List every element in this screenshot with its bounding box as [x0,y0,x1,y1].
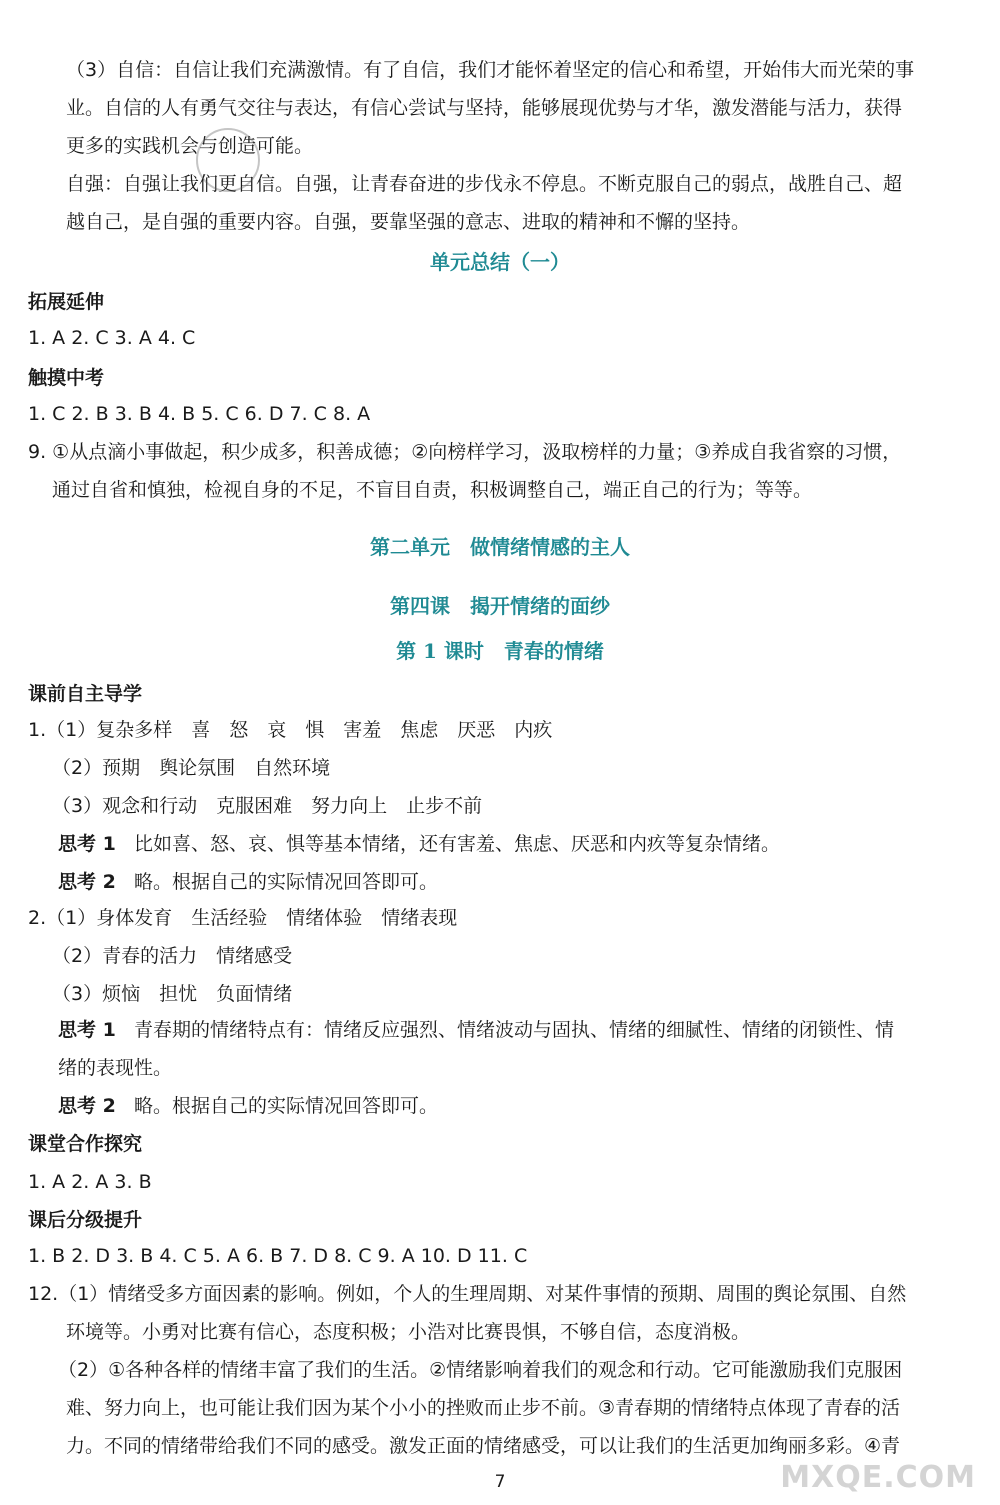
section-heading: 触摸中考 [28,367,105,389]
text-line: 1. A 2. C 3. A 4. C [28,327,196,349]
text-line: 越自己，是自强的重要内容。自强，要靠坚强的意志、进取的精神和不懈的坚持。 [66,211,751,233]
unit-heading: 第 1 课时 青春的情绪 [396,639,604,663]
text-line: 绪的表现性。 [58,1057,173,1079]
unit-heading: 第二单元 做情绪情感的主人 [370,535,630,559]
text-line: 1. A 2. A 3. B [28,1171,152,1193]
text-line: 9. ①从点滴小事做起，积少成多，积善成德；②向榜样学习，汲取榜样的力量；③养成自我省察的习惯， [28,441,902,463]
text-line: 青春期的情绪特点有：情绪反应强烈、情绪波动与固执、情绪的细腻性、情绪的闭锁性、情 [134,1019,895,1041]
text-line: （2）青春的活力 情绪感受 [52,945,293,967]
text-line: 略。根据自己的实际情况回答即可。 [134,871,439,893]
text-line: 1. C 2. B 3. B 4. B 5. C 6. D 7. C 8. A [28,403,371,425]
text-line: 1.（1）复杂多样 喜 怒 哀 惧 害羞 焦虑 厌恶 内疚 [28,719,553,741]
text-line: （3）观念和行动 克服困难 努力向上 止步不前 [52,795,483,817]
unit-heading: 单元总结（一） [430,250,570,274]
text-line: 环境等。小勇对比赛有信心，态度积极；小浩对比赛畏惧，不够自信，态度消极。 [66,1321,751,1343]
text-line: 通过自省和慎独，检视自身的不足，不盲目自责，积极调整自己，端正自己的行为；等等。 [52,479,813,501]
text-line: （3）烦恼 担忧 负面情绪 [52,983,293,1005]
text-line: 力。不同的情绪带给我们不同的感受。激发正面的情绪感受，可以让我们的生活更加绚丽多彩。④青 [66,1435,901,1457]
text-line: 思考 2 [58,1095,116,1117]
text-line: 难、努力向上，也可能让我们因为某个小小的挫败而止步不前。③青春期的情绪特点体现了青春的活 [66,1397,901,1419]
watermark: MXQE.COM [780,1460,976,1495]
section-heading: 课后分级提升 [28,1209,143,1231]
text-line: 更多的实践机会与创造可能。 [66,135,314,157]
text-line: （3）自信：自信让我们充满激情。有了自信，我们才能怀着坚定的信心和希望，开始伟大而光荣的事 [66,59,915,81]
text-line: 2.（1）身体发育 生活经验 情绪体验 情绪表现 [28,907,458,929]
section-heading: 课堂合作探究 [28,1133,143,1155]
text-line: 自强：自强让我们更自信。自强，让青春奋进的步伐永不停息。不断克服自己的弱点，战胜自己、超 [66,173,903,195]
ink-stamp-mark [196,128,260,192]
text-line: 1. B 2. D 3. B 4. C 5. A 6. B 7. D 8. C 9. A 10. D 11. C [28,1245,528,1267]
page-number: 7 [494,1472,506,1492]
text-line: 思考 2 [58,871,116,893]
text-line: 业。自信的人有勇气交往与表达，有信心尝试与坚持，能够展现优势与才华，激发潜能与活力，获得 [66,97,903,119]
text-line: 思考 1 [58,833,116,855]
section-heading: 课前自主导学 [28,683,143,705]
text-line: 略。根据自己的实际情况回答即可。 [134,1095,439,1117]
section-heading: 拓展延伸 [28,291,105,313]
text-line: （2）预期 舆论氛围 自然环境 [52,757,331,779]
text-line: 思考 1 [58,1019,116,1041]
text-line: 12.（1）情绪受多方面因素的影响。例如，个人的生理周期、对某件事情的预期、周围的舆论氛围、自然 [28,1283,907,1305]
text-line: （2）①各种各样的情绪丰富了我们的生活。②情绪影响着我们的观念和行动。它可能激励我们克服困 [58,1359,903,1381]
text-line: 比如喜、怒、哀、惧等基本情绪，还有害羞、焦虑、厌恶和内疚等复杂情绪。 [134,833,781,855]
unit-heading: 第四课 揭开情绪的面纱 [390,594,610,618]
